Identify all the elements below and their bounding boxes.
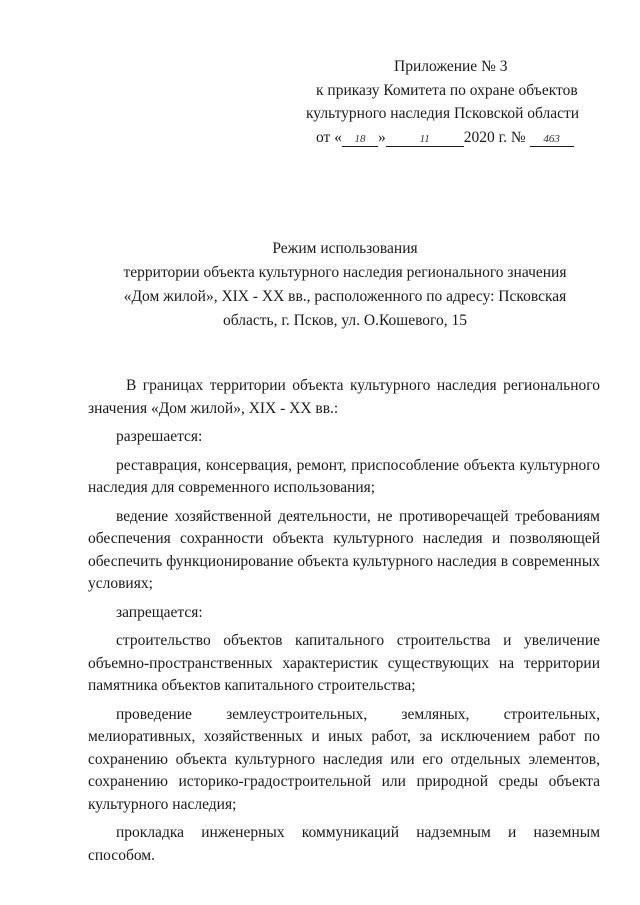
paragraph-allowed-economic: ведение хозяйственной деятельности, не противоречащей требованиям обеспечения сохранности объекта культурного наследия и позволяющей обеспечить функционирование объекта культурного наследия в современных условиях; [88,507,600,592]
paragraph-prohibited-construction: строительство объектов капитального строительства и увеличение объемно-пространственных характеристик существующих на территории памятника объектов капитального строительства; [88,632,600,694]
paragraph-prohibited-heading: запрещается: [116,603,203,621]
title-line-2: территории объекта культурного наследия регионального значения [123,264,567,281]
annex-committee: культурного наследия Псковской области [306,105,580,122]
annex-number: Приложение № 3 [394,58,508,75]
paragraph-allowed-restoration: реставрация, консервация, ремонт, приспособление объекта культурного наследия для современного использования; [88,456,600,496]
date-year: 2020 г. № [463,128,526,146]
document-title [80,237,610,333]
paragraph-prohibited-utilities: прокладка инженерных коммуникаций надземным и наземным способом. [88,824,600,864]
paragraph-allowed-heading: разрешается: [116,428,203,445]
title-line-4: область, г. Псков, ул. О.Кошевого, 15 [222,312,468,329]
order-number-handwritten: 463 [530,132,574,147]
title-line-1: Режим использования [272,240,418,257]
annex-order-ref: к приказу Комитета по охране объектов [316,81,578,99]
annex-date-line [300,126,610,150]
date-day-handwritten: 18 [342,132,378,147]
title-line-3: «Дом жилой», XIX - XX вв., расположенного по адресу: Псковская [123,288,567,305]
document-body [88,375,600,873]
date-month-handwritten: 11 [386,132,464,147]
date-prefix: от « [316,128,342,146]
paragraph-prohibited-works: проведение землеустроительных, земляных, строительных, мелиоративных, хозяйственных и иных работ, за исключением работ по сохранению объекта культурного наследия или его отдельных элементов, сохранению историко-градостроительной или природной среды объекта культурного наследия; [88,705,600,813]
date-mid: » [377,128,386,146]
paragraph-intro: В границах территории объекта культурного наследия регионального значения «Дом жилой», XIX - XX вв.: [88,377,600,417]
annex-header [300,55,610,149]
